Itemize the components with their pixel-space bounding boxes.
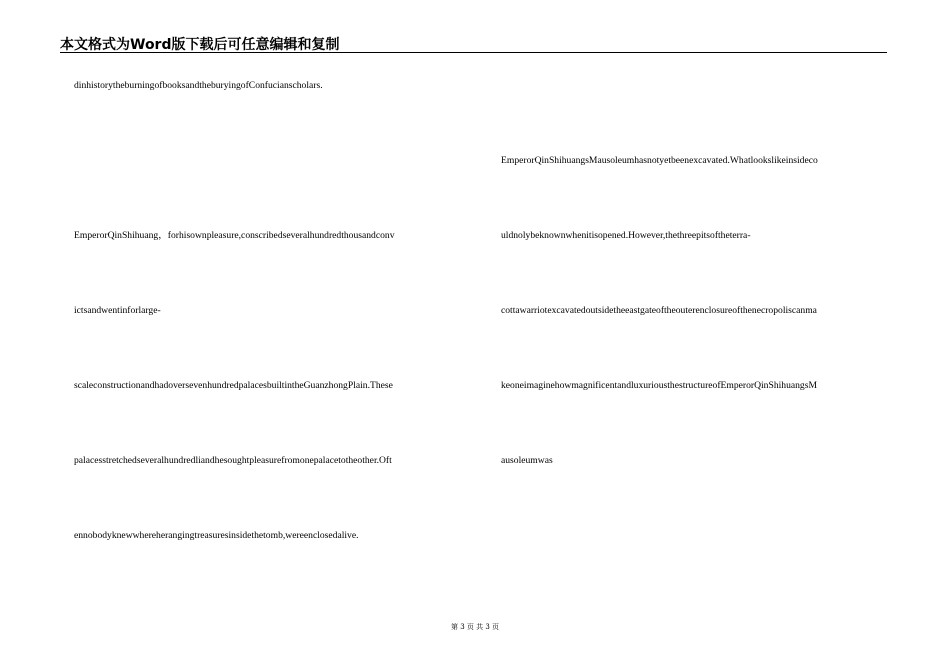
- left-text-line-2: EmperorQinShihuang，forhisownpleasure,conscribedseveralhundredthousandconv: [74, 230, 395, 241]
- page-number-footer: 第 3 页 共 3 页: [450, 623, 500, 631]
- right-text-line-3: cottawarriotexcavatedoutsidetheeastgateoftheouterenclosureofthenecropoliscanma: [501, 305, 817, 316]
- left-text-line-1: dinhistorytheburningofbooksandtheburyingofConfucianscholars.: [74, 80, 323, 91]
- left-text-line-3: ictsandwentinforlarge-: [74, 305, 161, 316]
- left-text-line-4: scaleconstructionandhadoversevenhundredpalacesbuiltintheGuanzhongPlain.These: [74, 380, 393, 391]
- right-text-line-4: keoneimaginehowmagnificentandluxuriousthestructureofEmperorQinShihuangsM: [501, 380, 817, 391]
- right-text-line-2: uldnolybeknownwhenitisopened.However,thethreepitsoftheterra-: [501, 230, 751, 241]
- document-header-title: 本文格式为Word版下载后可任意编辑和复制: [60, 37, 340, 53]
- left-text-line-6: ennobodyknewwhereherangingtreasuresinsidethetomb,wereenclosedalive.: [74, 530, 359, 541]
- left-text-line-5: palacesstretchedseveralhundredliandhesoughtpleasurefromonepalacetotheother.Oft: [74, 455, 392, 466]
- header-divider: [60, 52, 887, 53]
- right-text-line-1: EmperorQinShihuangsMausoleumhasnotyetbeenexcavated.Whatlookslikeinsideco: [501, 155, 818, 166]
- right-text-line-5: ausoleumwas: [501, 455, 553, 466]
